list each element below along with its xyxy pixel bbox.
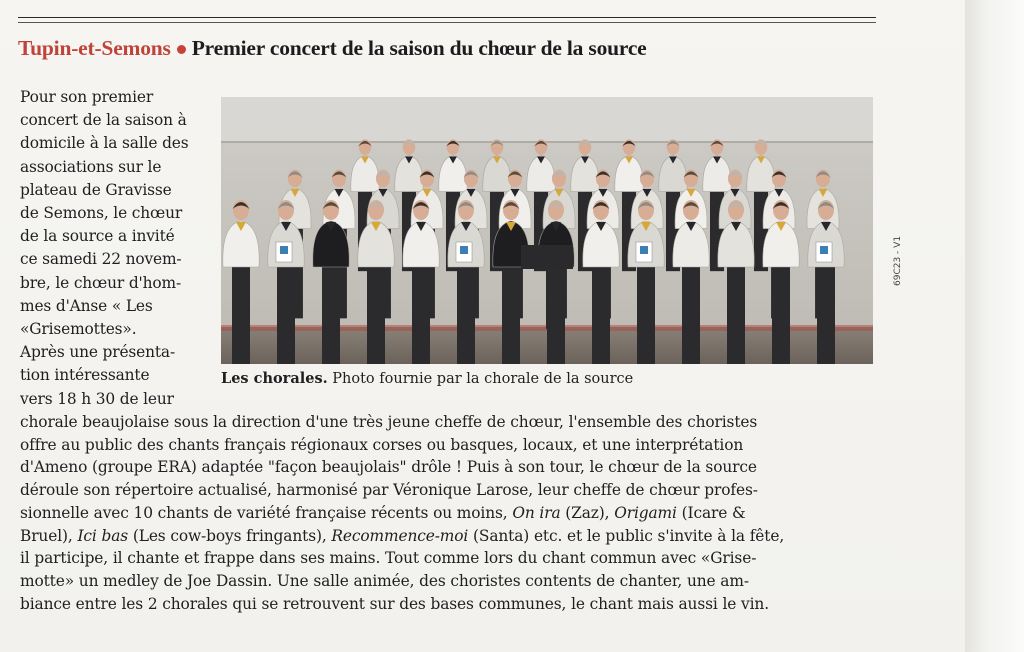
intro-column bbox=[20, 86, 215, 411]
body-line: biance entre les 2 chorales qui se retrouvent sur des bases communes, le chant mais aussi le vin. bbox=[20, 594, 769, 613]
intro-line: Après une présenta- bbox=[20, 343, 175, 362]
body-line: motte» un medley de Joe Dassin. Une salle animée, des choristes contents de chanter, une am- bbox=[20, 571, 749, 590]
choir-photo-illustration bbox=[221, 97, 873, 364]
artist-text: (Santa) etc. et le public s'invite à la fête, bbox=[468, 526, 785, 545]
photo-caption bbox=[221, 369, 871, 389]
article-body bbox=[20, 411, 880, 615]
top-rule-secondary bbox=[18, 22, 876, 23]
headline bbox=[18, 34, 878, 62]
song-title: Origami bbox=[614, 503, 677, 522]
intro-line: tion intéressante bbox=[20, 366, 150, 385]
intro-line: bre, le chœur d'hom- bbox=[20, 273, 181, 292]
intro-line: plateau de Gravisse bbox=[20, 180, 172, 199]
body-line: chorale beaujolaise sous la direction d'une très jeune cheffe de chœur, l'ensemble des choristes bbox=[20, 413, 758, 431]
intro-line: domicile à la salle des bbox=[20, 134, 189, 153]
song-title: Recommence-moi bbox=[331, 526, 469, 545]
intro-line: de la source a invité bbox=[20, 227, 175, 246]
kicker: Tupin-et-Semons bbox=[18, 36, 171, 60]
choir-photo bbox=[221, 97, 873, 364]
caption-bold: Les chorales. bbox=[221, 370, 328, 387]
top-rule bbox=[18, 17, 876, 18]
music-stand bbox=[521, 245, 573, 269]
body-line-text: Bruel), bbox=[20, 526, 73, 545]
artist-text: (Zaz), bbox=[560, 503, 615, 522]
page-edge bbox=[965, 0, 1024, 652]
bullet-dot-icon bbox=[177, 45, 186, 54]
edition-code: 69C23 - V1 bbox=[893, 235, 903, 286]
body-line bbox=[20, 502, 880, 525]
body-line: il participe, il chante et frappe dans ses mains. Tout comme lors du chant commun avec «Grise- bbox=[20, 549, 757, 568]
body-line bbox=[20, 525, 880, 548]
body-line: offre au public des chants français régionaux corses ou basques, locaux, et une interprétation bbox=[20, 435, 744, 454]
intro-line: «Grisemottes». bbox=[20, 320, 137, 339]
intro-line: Pour son premier bbox=[20, 88, 154, 106]
artist-text: (Icare & bbox=[676, 503, 746, 522]
body-line: déroule son répertoire actualisé, harmonisé par Véronique Larose, leur cheffe de chœur profes- bbox=[20, 481, 758, 500]
article-title: Premier concert de la saison du chœur de la source bbox=[191, 36, 647, 60]
song-title: Ici bas bbox=[77, 526, 129, 545]
intro-line: de Semons, le chœur bbox=[20, 204, 183, 223]
artist-text: (Les cow-boys fringants), bbox=[128, 526, 332, 545]
intro-line: concert de la saison à bbox=[20, 111, 187, 130]
intro-line: mes d'Anse « Les bbox=[20, 296, 153, 315]
body-line-text: sionnelle avec 10 chants de variété française récents ou moins, bbox=[20, 503, 508, 522]
caption-credit: Photo fournie par la chorale de la source bbox=[327, 371, 634, 387]
body-line: d'Ameno (groupe ERA) adaptée "façon beaujolais" drôle ! Puis à son tour, le chœur de la source bbox=[20, 458, 757, 477]
song-title: On ira bbox=[512, 503, 561, 522]
intro-line: ce samedi 22 novem- bbox=[20, 250, 182, 269]
intro-line: vers 18 h 30 de leur bbox=[20, 389, 174, 408]
intro-line: associations sur le bbox=[20, 157, 162, 176]
